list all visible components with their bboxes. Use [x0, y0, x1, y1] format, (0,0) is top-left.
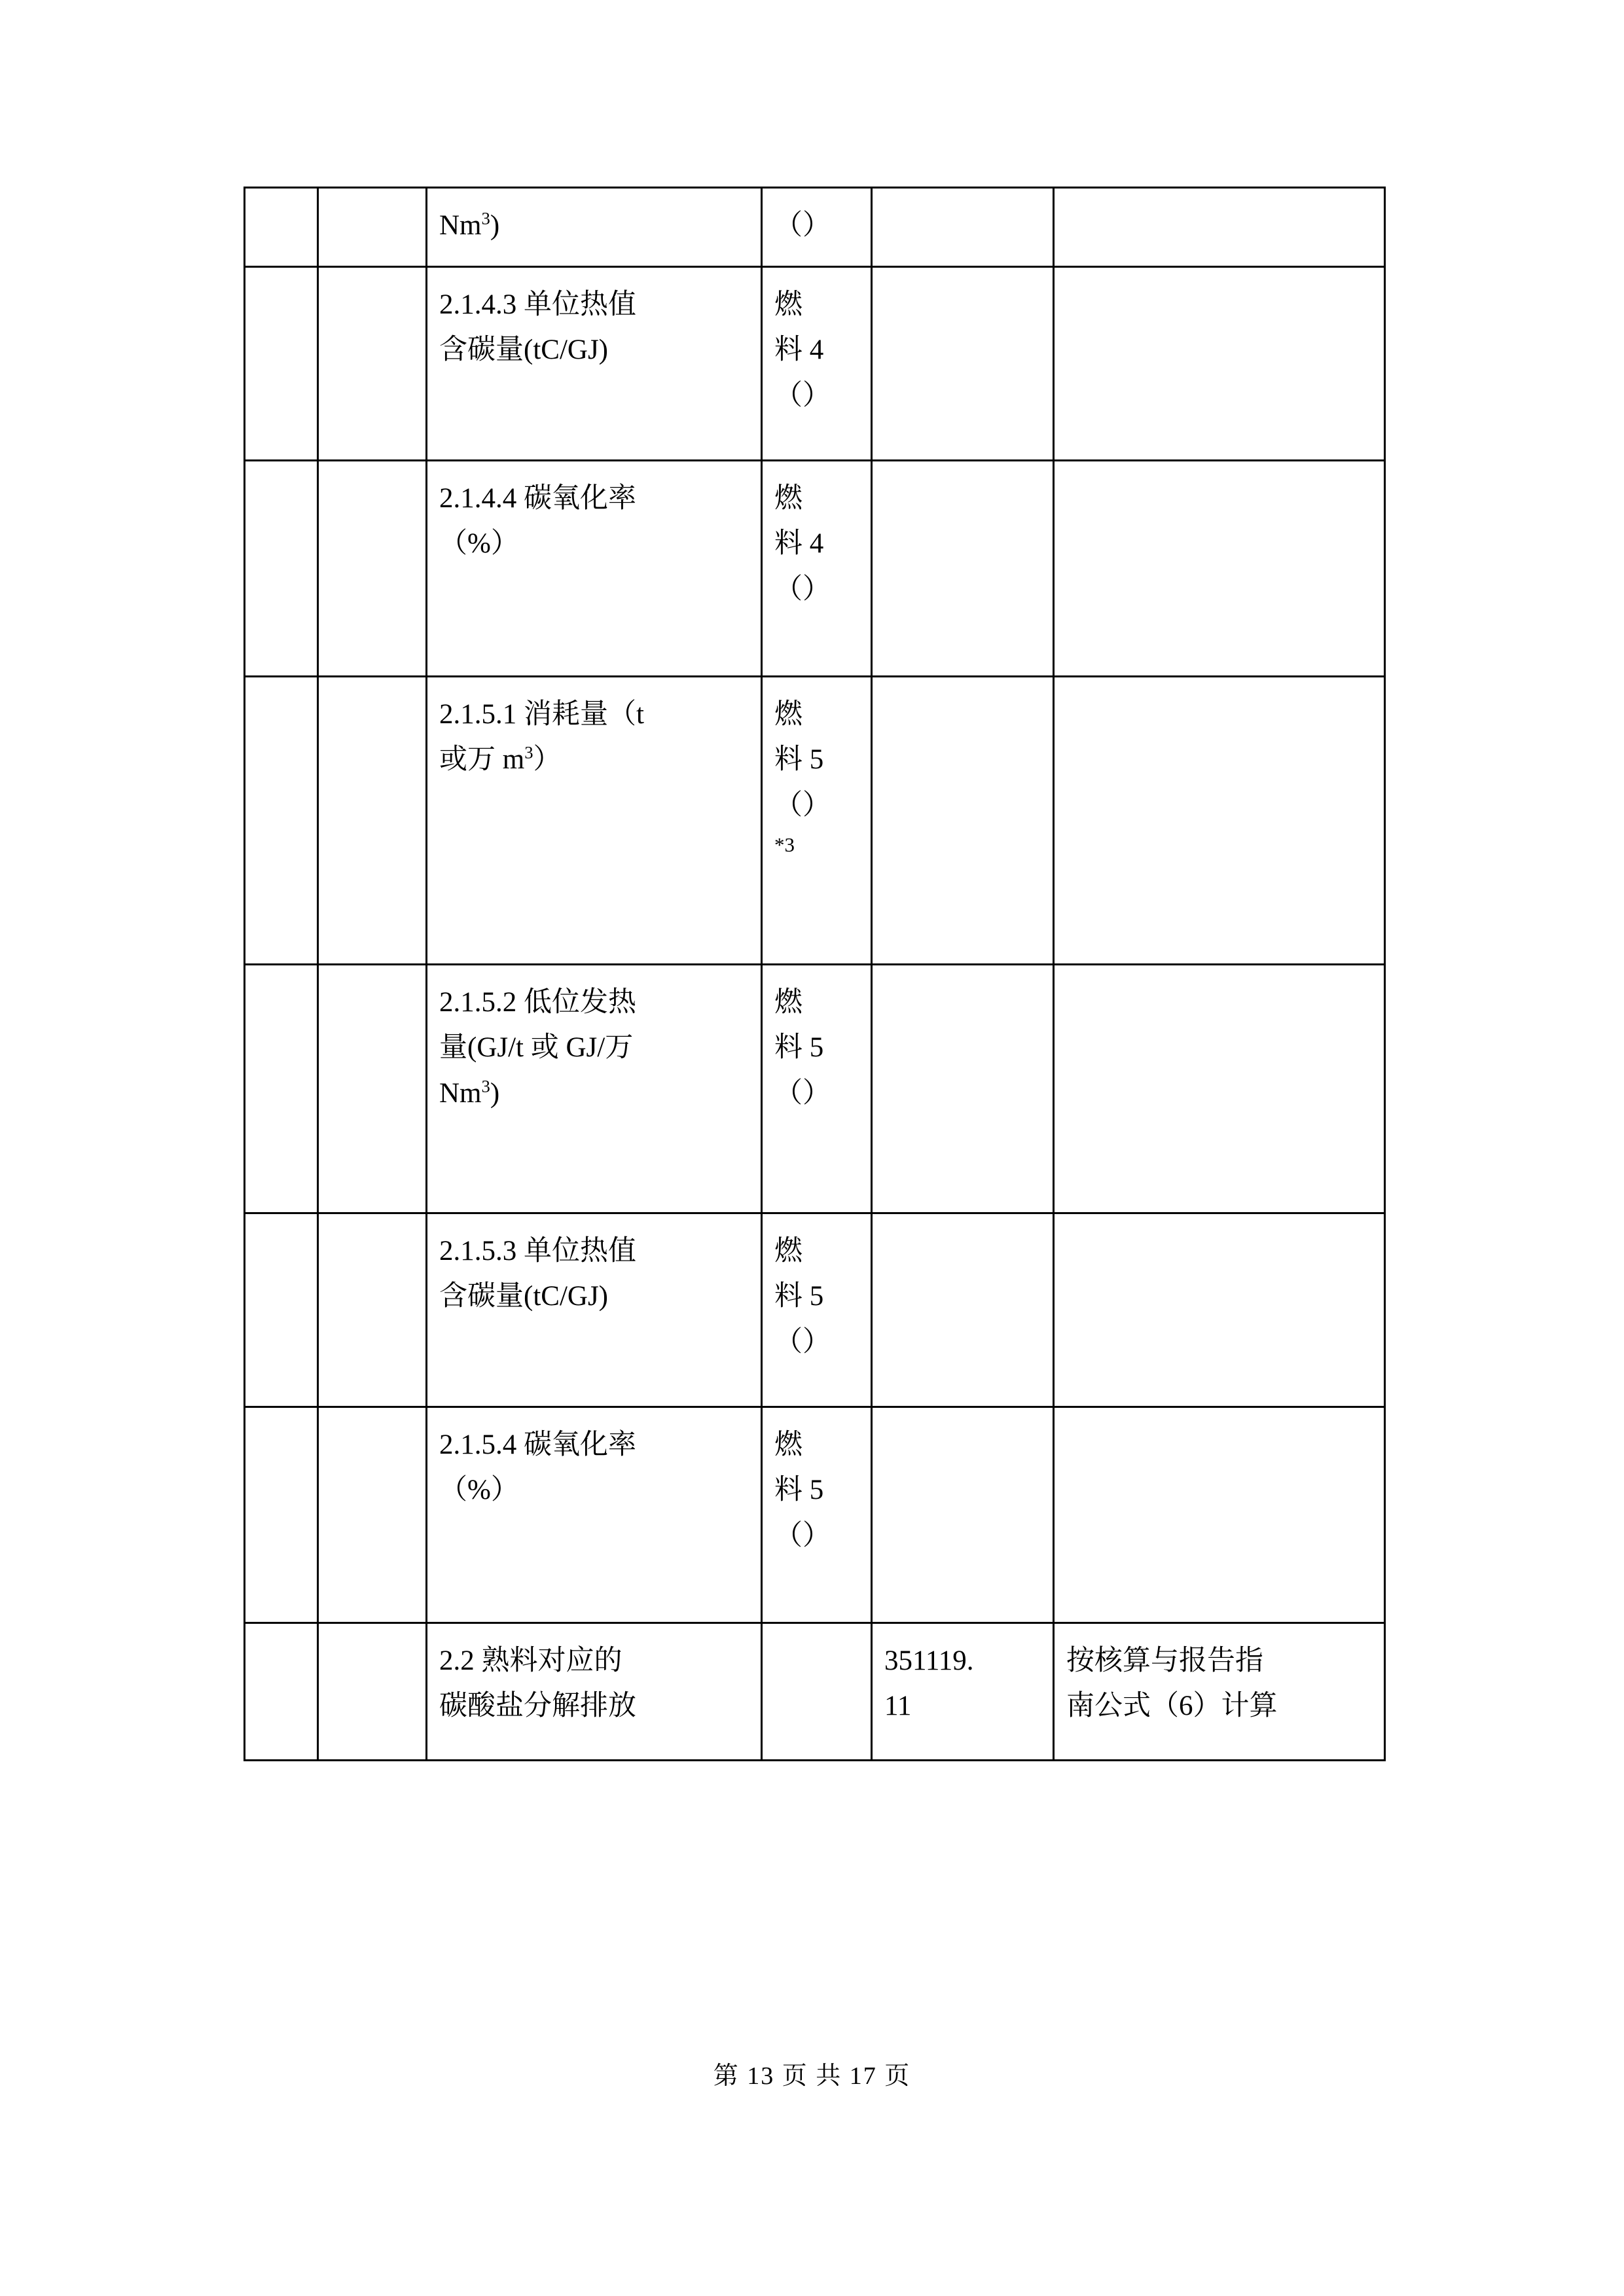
item-name-cell: Nm$^3$) [427, 188, 762, 267]
item-name-cell: 2.1.4.3 单位热值 含碳量(tC/GJ) [427, 266, 762, 460]
row-group-cell [318, 188, 427, 267]
note-cell [1054, 964, 1385, 1213]
item-name-cell: 2.2 熟料对应的 碳酸盐分解排放 [427, 1623, 762, 1760]
row-group-cell [318, 964, 427, 1213]
value-cell [872, 1407, 1054, 1623]
row-group-cell [318, 676, 427, 964]
row-index-cell [245, 1407, 318, 1623]
note-cell [1054, 460, 1385, 676]
value-cell [872, 188, 1054, 267]
table-row [245, 266, 1385, 460]
row-group-cell [318, 266, 427, 460]
fuel-label-cell: 燃 料 5 （） [762, 964, 872, 1213]
note-cell [1054, 188, 1385, 267]
fuel-label-cell: 燃 料 4 （） [762, 266, 872, 460]
value-cell [872, 266, 1054, 460]
table-row [245, 1623, 1385, 1760]
item-name-cell: 2.1.5.3 单位热值 含碳量(tC/GJ) [427, 1213, 762, 1407]
item-name-cell: 2.1.5.4 碳氧化率 （%） [427, 1407, 762, 1623]
emissions-data-table [244, 187, 1384, 1761]
value-cell [872, 460, 1054, 676]
table [244, 187, 1386, 1761]
row-group-cell [318, 1407, 427, 1623]
row-index-cell [245, 266, 318, 460]
note-cell [1054, 266, 1385, 460]
fuel-label-cell: 燃 料 5 （） $^{*3}$ [762, 676, 872, 964]
row-index-cell [245, 1213, 318, 1407]
table-row [245, 964, 1385, 1213]
item-name-cell: 2.1.4.4 碳氧化率 （%） [427, 460, 762, 676]
table-body [245, 188, 1385, 1761]
row-group-cell [318, 460, 427, 676]
fuel-label-cell: 燃 料 5 （） [762, 1213, 872, 1407]
note-cell [1054, 676, 1385, 964]
fuel-label-cell [762, 1623, 872, 1760]
row-index-cell [245, 676, 318, 964]
note-cell: 按核算与报告指 南公式（6）计算 [1054, 1623, 1385, 1760]
fuel-label-cell: （） [762, 188, 872, 267]
fuel-label-cell: 燃 料 5 （） [762, 1407, 872, 1623]
item-name-cell: 2.1.5.2 低位发热 量(GJ/t 或 GJ/万 Nm$^3$) [427, 964, 762, 1213]
item-name-cell: 2.1.5.1 消耗量（t 或万 $m^3$） [427, 676, 762, 964]
fuel-label-cell: 燃 料 4 （） [762, 460, 872, 676]
value-cell [872, 964, 1054, 1213]
value-cell [872, 676, 1054, 964]
table-row [245, 188, 1385, 267]
page-footer: 第 13 页 共 17 页 [713, 2062, 911, 2090]
note-cell [1054, 1407, 1385, 1623]
row-index-cell [245, 188, 318, 267]
row-index-cell [245, 460, 318, 676]
row-index-cell [245, 964, 318, 1213]
row-group-cell [318, 1623, 427, 1760]
value-cell: 351119. 11 [872, 1623, 1054, 1760]
table-row [245, 460, 1385, 676]
table-row [245, 676, 1385, 964]
table-row [245, 1213, 1385, 1407]
note-cell [1054, 1213, 1385, 1407]
table-row [245, 1407, 1385, 1623]
row-index-cell [245, 1623, 318, 1760]
value-cell [872, 1213, 1054, 1407]
row-group-cell [318, 1213, 427, 1407]
